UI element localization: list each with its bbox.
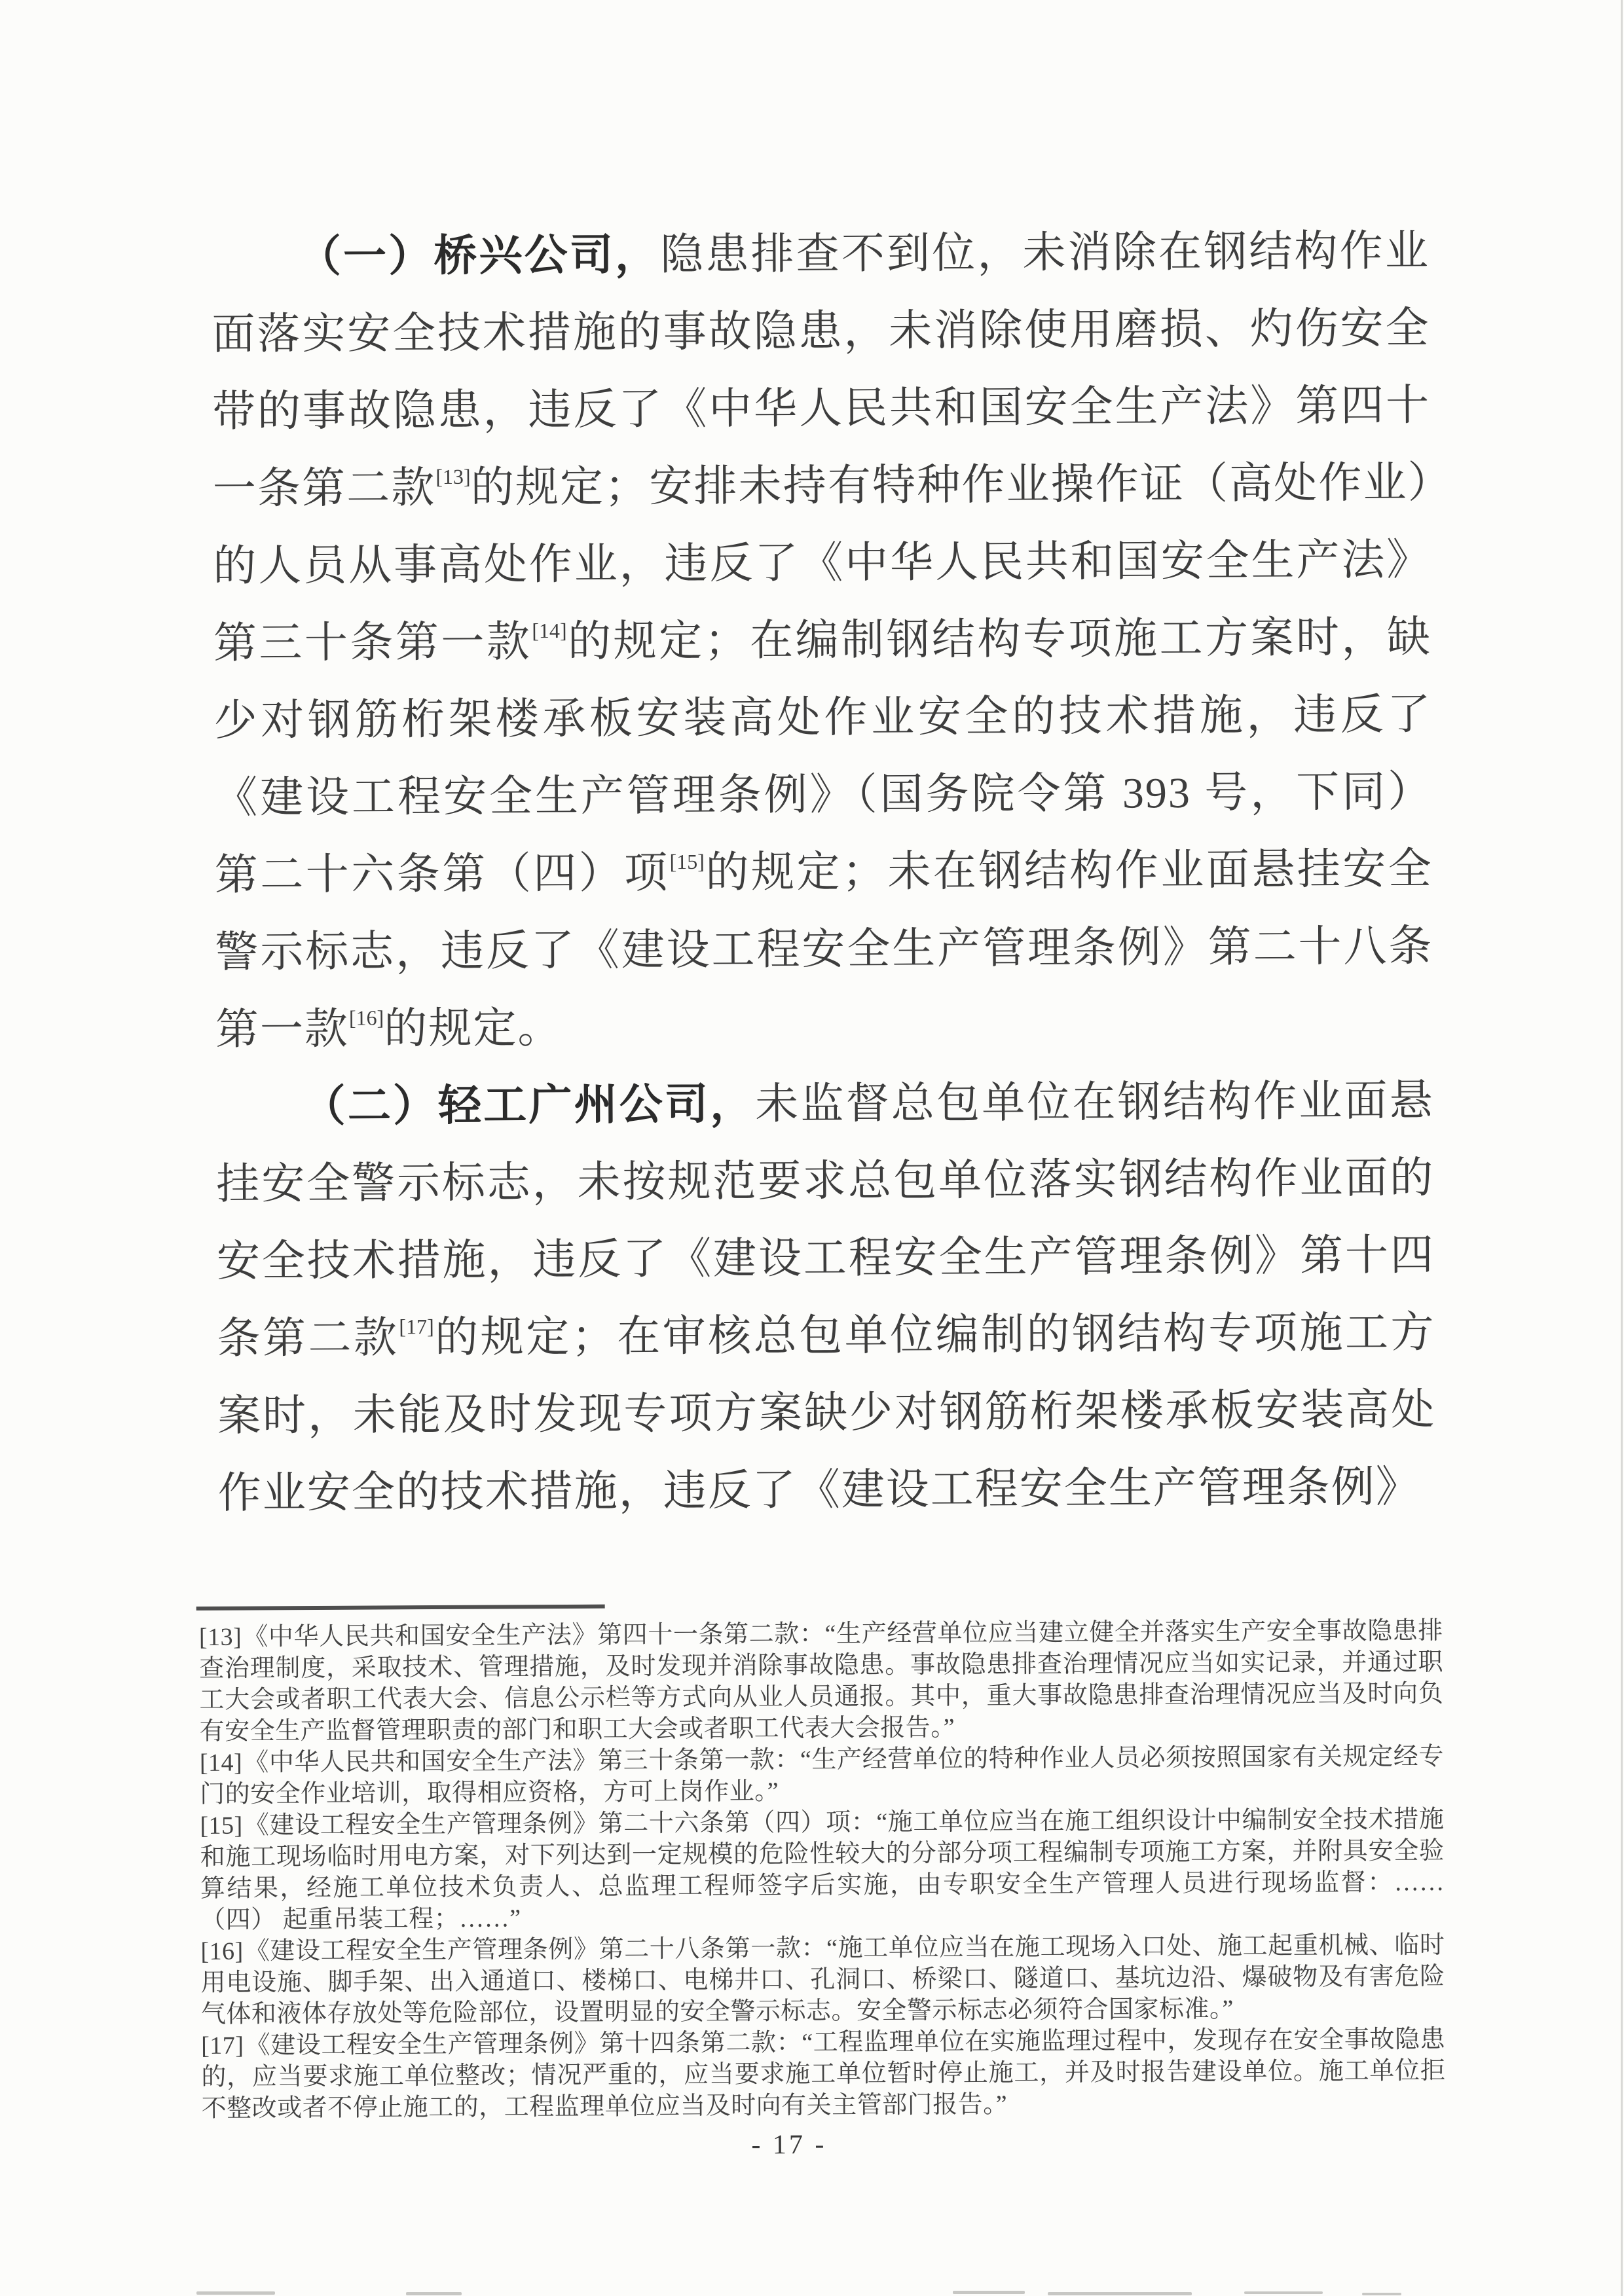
body-segment: 的规定；未在钢结构作业面悬挂安全警示标志，违反了《建设工程安全生产管理条例》第二十八条第一款 xyxy=(215,845,1433,1054)
footnote-separator xyxy=(196,1605,605,1611)
footnote-item xyxy=(201,2024,1446,2124)
footnote-marker: [17] xyxy=(201,2032,244,2060)
body-segment: 的规定；在审核总包单位编制的钢结构专项施工方案时，未能及时发现专项方案缺少对钢筋桁架楼承板安装高处作业安全的技术措施，违反了《建设工程安全生产管理条例》 xyxy=(217,1309,1436,1518)
footnote-item xyxy=(199,1615,1444,1747)
body-segment: 未监督总包单位在钢结构作业面悬挂安全警示标志，未按规范要求总包单位落实钢结构作业面的安全技术措施，违反了《建设工程安全生产管理条例》第十四条第二款 xyxy=(216,1077,1435,1363)
body-text xyxy=(212,213,1436,1533)
footnote-text: 《建设工程安全生产管理条例》第二十六条第（四）项：“施工单位应当在施工组织设计中编制安全技术措施和施工现场临时用电方案，对下列达到一定规模的危险性较大的分部分项工程编制专项施工方案，并附具安全验算结果，经施工单位技术负责人、总监理工程师签字后实施，由专职安全生产管理人员进行现场监督：……（四） 起重吊装工程；……” xyxy=(200,1805,1445,1934)
footnote-item xyxy=(200,1804,1445,1936)
footnote-marker: [16] xyxy=(200,1937,244,1965)
scan-speck-artifact xyxy=(1048,2292,1192,2295)
footnote-ref: [13] xyxy=(435,464,471,488)
page-number: - 17 - xyxy=(751,2129,827,2160)
scan-speck-artifact xyxy=(1362,2293,1401,2295)
footnote-text: 《建设工程安全生产管理条例》第二十八条第一款：“施工单位应当在施工现场入口处、施工起重机械、临时用电设施、脚手架、出入通道口、楼梯口、电梯井口、孔洞口、桥梁口、隧道口、基坑边沿、爆破物及有害危险气体和液体存放处等危险部位，设置明显的安全警示标志。安全警示标志必须符合国家标准。” xyxy=(200,1931,1445,2028)
footnote-item xyxy=(200,1741,1444,1810)
footnote-item xyxy=(200,1929,1445,2030)
scan-speck-artifact xyxy=(406,2292,462,2295)
scan-edge-artifact xyxy=(1621,0,1623,2296)
footnote-marker: [13] xyxy=(198,1623,242,1651)
footnote-ref: [15] xyxy=(669,849,705,874)
footnote-marker: [14] xyxy=(199,1749,243,1777)
body-segment: 的规定。 xyxy=(384,1004,563,1053)
footnote-ref: [14] xyxy=(532,618,567,643)
scan-speck-artifact xyxy=(953,2291,1025,2294)
body-segment: 隐患排查不到位，未消除在钢结构作业面落实安全技术措施的事故隐患，未消除使用磨损、灼伤安全带的事故隐患，违反了《中华人民共和国安全生产法》第四十一条第二款 xyxy=(212,227,1431,513)
scan-speck-artifact xyxy=(1244,2291,1323,2294)
body-segment: 的规定；安排未持有特种作业操作证（高处作业）的人员从事高处作业，违反了《中华人民共和国安全生产法》第三十条第一款 xyxy=(213,459,1431,668)
footnote-ref: [17] xyxy=(399,1315,434,1339)
footnote-marker: [15] xyxy=(200,1812,243,1840)
footnotes xyxy=(199,1615,1446,2124)
body-segment: （二）轻工广州公司， xyxy=(302,1080,756,1131)
footnote-text: 《中华人民共和国安全生产法》第四十一条第二款：“生产经营单位应当建立健全并落实生产安全事故隐患排查治理制度，采取技术、管理措施，及时发现并消除事故隐患。事故隐患排查治理情况应当如实记录，并通过职工大会或者职工代表大会、信息公示栏等方式向从业人员通报。其中，重大事故隐患排查治理情况应当及时向负有安全生产监督管理职责的部门和职工大会或者职工代表大会报告。” xyxy=(199,1616,1444,1745)
footnote-text: 《中华人民共和国安全生产法》第三十条第一款：“生产经营单位的特种作业人员必须按照国家有关规定经专门的安全作业培训，取得相应资格，方可上岗作业。” xyxy=(200,1742,1444,1808)
body-segment: 的规定；在编制钢结构专项施工方案时，缺少对钢筋桁架楼承板安装高处作业安全的技术措施，违反了《建设工程安全生产管理条例》（国务院令第 393 号，下同）第二十六条第（四）项 xyxy=(213,613,1433,900)
footnote-ref: [16] xyxy=(348,1006,384,1030)
body-paragraph xyxy=(215,1063,1436,1533)
scan-speck-artifact xyxy=(196,2291,275,2295)
body-segment: （一）桥兴公司， xyxy=(297,231,661,282)
footnote-text: 《建设工程安全生产管理条例》第十四条第二款：“工程监理单位在实施监理过程中，发现存在安全事故隐患的，应当要求施工单位整改；情况严重的，应当要求施工单位暂时停止施工，并及时报告建设单位。施工单位拒不整改或者不停止施工的，工程监理单位应当及时向有关主管部门报告。” xyxy=(201,2025,1446,2123)
body-paragraph xyxy=(212,213,1434,1069)
